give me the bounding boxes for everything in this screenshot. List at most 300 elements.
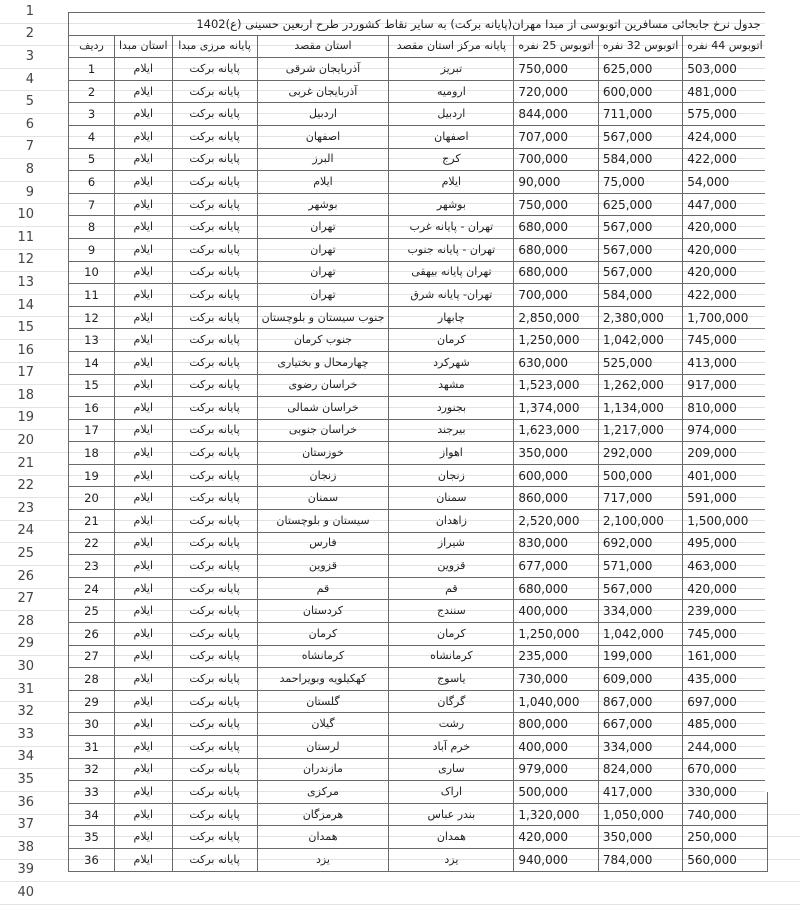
cell-border-terminal[interactable]: پایانه برکت xyxy=(172,600,257,623)
cell-index[interactable]: 9 xyxy=(69,238,115,261)
cell-bus44[interactable]: 250,000 xyxy=(683,826,767,849)
cell-origin-province[interactable]: ایلام xyxy=(115,329,173,352)
row-number[interactable]: 40 xyxy=(17,884,34,900)
cell-dest-terminal[interactable]: زاهدان xyxy=(389,510,514,533)
cell-bus44[interactable]: 495,000 xyxy=(683,532,767,555)
cell-bus44[interactable]: 435,000 xyxy=(683,668,767,691)
cell-bus25[interactable]: 750,000 xyxy=(514,58,598,81)
cell-bus44[interactable]: 209,000 xyxy=(683,442,767,465)
cell-bus44[interactable]: 422,000 xyxy=(683,284,767,307)
cell-bus44[interactable]: 244,000 xyxy=(683,736,767,759)
cell-index[interactable]: 1 xyxy=(69,58,115,81)
cell-bus25[interactable]: 400,000 xyxy=(514,736,598,759)
cell-bus25[interactable]: 707,000 xyxy=(514,125,598,148)
cell-bus44[interactable]: 697,000 xyxy=(683,690,767,713)
cell-dest-province[interactable]: تهران xyxy=(257,238,389,261)
cell-origin-province[interactable]: ایلام xyxy=(115,148,173,171)
row-number[interactable]: 20 xyxy=(17,433,34,449)
cell-origin-province[interactable]: ایلام xyxy=(115,464,173,487)
cell-dest-province[interactable]: البرز xyxy=(257,148,389,171)
cell-bus44[interactable]: 485,000 xyxy=(683,713,767,736)
cell-dest-province[interactable]: تهران xyxy=(257,216,389,239)
cell-index[interactable]: 19 xyxy=(69,464,115,487)
row-number[interactable]: 19 xyxy=(17,410,34,426)
row-number[interactable]: 25 xyxy=(17,546,34,562)
cell-bus25[interactable]: 677,000 xyxy=(514,555,598,578)
cell-index[interactable]: 27 xyxy=(69,645,115,668)
cell-dest-province[interactable]: کردستان xyxy=(257,600,389,623)
cell-bus44[interactable]: 447,000 xyxy=(683,193,767,216)
cell-bus32[interactable]: 625,000 xyxy=(598,58,682,81)
cell-index[interactable]: 15 xyxy=(69,374,115,397)
cell-dest-terminal[interactable]: گرگان xyxy=(389,690,514,713)
cell-bus25[interactable]: 750,000 xyxy=(514,193,598,216)
cell-dest-province[interactable]: بوشهر xyxy=(257,193,389,216)
cell-dest-province[interactable]: فارس xyxy=(257,532,389,555)
cell-bus32[interactable]: 567,000 xyxy=(598,216,682,239)
cell-bus32[interactable]: 711,000 xyxy=(598,103,682,126)
row-number[interactable]: 30 xyxy=(17,659,34,675)
cell-dest-terminal[interactable]: بیرجند xyxy=(389,419,514,442)
cell-index[interactable]: 18 xyxy=(69,442,115,465)
cell-index[interactable]: 35 xyxy=(69,826,115,849)
cell-origin-province[interactable]: ایلام xyxy=(115,351,173,374)
row-number[interactable]: 29 xyxy=(17,636,34,652)
cell-dest-province[interactable]: خراسان شمالی xyxy=(257,397,389,420)
cell-bus32[interactable]: 500,000 xyxy=(598,464,682,487)
cell-origin-province[interactable]: ایلام xyxy=(115,555,173,578)
cell-dest-province[interactable]: گیلان xyxy=(257,713,389,736)
cell-border-terminal[interactable]: پایانه برکت xyxy=(172,125,257,148)
row-number[interactable]: 1 xyxy=(25,3,34,19)
cell-border-terminal[interactable]: پایانه برکت xyxy=(172,645,257,668)
cell-bus25[interactable]: 680,000 xyxy=(514,238,598,261)
cell-dest-province[interactable]: زنجان xyxy=(257,464,389,487)
cell-bus32[interactable]: 334,000 xyxy=(598,736,682,759)
row-number[interactable]: 22 xyxy=(17,478,34,494)
cell-bus44[interactable]: 420,000 xyxy=(683,238,767,261)
cell-bus32[interactable]: 824,000 xyxy=(598,758,682,781)
cell-bus44[interactable]: 740,000 xyxy=(683,803,767,826)
cell-border-terminal[interactable]: پایانه برکت xyxy=(172,848,257,871)
cell-bus44[interactable]: 420,000 xyxy=(683,216,767,239)
row-number[interactable]: 32 xyxy=(17,704,34,720)
cell-origin-province[interactable]: ایلام xyxy=(115,442,173,465)
cell-bus32[interactable]: 2,380,000 xyxy=(598,306,682,329)
cell-bus32[interactable]: 717,000 xyxy=(598,487,682,510)
cell-origin-province[interactable]: ایلام xyxy=(115,532,173,555)
cell-dest-terminal[interactable]: شهرکرد xyxy=(389,351,514,374)
cell-bus44[interactable]: 810,000 xyxy=(683,397,767,420)
cell-index[interactable]: 30 xyxy=(69,713,115,736)
row-number[interactable]: 23 xyxy=(17,500,34,516)
cell-dest-terminal[interactable]: تهران- پایانه شرق xyxy=(389,284,514,307)
cell-index[interactable]: 7 xyxy=(69,193,115,216)
cell-bus32[interactable]: 75,000 xyxy=(598,171,682,194)
cell-border-terminal[interactable]: پایانه برکت xyxy=(172,238,257,261)
cell-dest-terminal[interactable]: ساری xyxy=(389,758,514,781)
cell-bus32[interactable]: 567,000 xyxy=(598,125,682,148)
cell-dest-terminal[interactable]: چابهار xyxy=(389,306,514,329)
cell-origin-province[interactable]: ایلام xyxy=(115,284,173,307)
cell-bus32[interactable]: 609,000 xyxy=(598,668,682,691)
cell-dest-terminal[interactable]: قزوین xyxy=(389,555,514,578)
cell-border-terminal[interactable]: پایانه برکت xyxy=(172,261,257,284)
cell-dest-terminal[interactable]: کرمان xyxy=(389,623,514,646)
cell-dest-terminal[interactable]: ارومیه xyxy=(389,80,514,103)
row-number[interactable]: 3 xyxy=(25,48,34,64)
cell-index[interactable]: 21 xyxy=(69,510,115,533)
cell-dest-province[interactable]: سمنان xyxy=(257,487,389,510)
cell-dest-terminal[interactable]: یزد xyxy=(389,848,514,871)
cell-origin-province[interactable]: ایلام xyxy=(115,690,173,713)
cell-border-terminal[interactable]: پایانه برکت xyxy=(172,374,257,397)
cell-border-terminal[interactable]: پایانه برکت xyxy=(172,103,257,126)
cell-dest-province[interactable]: سیستان و بلوچستان xyxy=(257,510,389,533)
cell-border-terminal[interactable]: پایانه برکت xyxy=(172,80,257,103)
row-number[interactable]: 35 xyxy=(17,771,34,787)
cell-origin-province[interactable]: ایلام xyxy=(115,758,173,781)
cell-bus25[interactable]: 800,000 xyxy=(514,713,598,736)
row-number[interactable]: 39 xyxy=(17,862,34,878)
cell-bus25[interactable]: 1,374,000 xyxy=(514,397,598,420)
cell-bus32[interactable]: 1,262,000 xyxy=(598,374,682,397)
row-number[interactable]: 21 xyxy=(17,455,34,471)
cell-border-terminal[interactable]: پایانه برکت xyxy=(172,216,257,239)
cell-bus44[interactable]: 420,000 xyxy=(683,577,767,600)
cell-bus44[interactable]: 745,000 xyxy=(683,329,767,352)
cell-index[interactable]: 2 xyxy=(69,80,115,103)
cell-bus44[interactable]: 481,000 xyxy=(683,80,767,103)
cell-origin-province[interactable]: ایلام xyxy=(115,193,173,216)
cell-index[interactable]: 13 xyxy=(69,329,115,352)
cell-dest-province[interactable]: تهران xyxy=(257,284,389,307)
cell-index[interactable]: 29 xyxy=(69,690,115,713)
cell-bus32[interactable]: 867,000 xyxy=(598,690,682,713)
cell-index[interactable]: 20 xyxy=(69,487,115,510)
cell-bus32[interactable]: 567,000 xyxy=(598,577,682,600)
cell-bus44[interactable]: 239,000 xyxy=(683,600,767,623)
cell-bus32[interactable]: 1,042,000 xyxy=(598,329,682,352)
cell-index[interactable]: 4 xyxy=(69,125,115,148)
cell-index[interactable]: 5 xyxy=(69,148,115,171)
cell-dest-province[interactable]: آذربایجان غربی xyxy=(257,80,389,103)
cell-bus44[interactable]: 330,000 xyxy=(683,781,767,804)
cell-border-terminal[interactable]: پایانه برکت xyxy=(172,487,257,510)
cell-origin-province[interactable]: ایلام xyxy=(115,419,173,442)
cell-bus32[interactable]: 334,000 xyxy=(598,600,682,623)
row-number[interactable]: 4 xyxy=(25,71,34,87)
row-number[interactable]: 2 xyxy=(25,26,34,42)
cell-index[interactable]: 36 xyxy=(69,848,115,871)
cell-bus32[interactable]: 417,000 xyxy=(598,781,682,804)
row-number[interactable]: 33 xyxy=(17,726,34,742)
cell-bus44[interactable]: 54,000 xyxy=(683,171,767,194)
row-number[interactable]: 15 xyxy=(17,320,34,336)
header-bus32[interactable]: اتوبوس 32 نفره xyxy=(598,35,682,58)
cell-bus44[interactable]: 745,000 xyxy=(683,623,767,646)
cell-bus25[interactable]: 400,000 xyxy=(514,600,598,623)
row-number[interactable]: 18 xyxy=(17,387,34,403)
cell-bus32[interactable]: 2,100,000 xyxy=(598,510,682,533)
cell-bus44[interactable]: 575,000 xyxy=(683,103,767,126)
cell-bus25[interactable]: 500,000 xyxy=(514,781,598,804)
cell-dest-terminal[interactable]: اراک xyxy=(389,781,514,804)
cell-dest-terminal[interactable]: کرمانشاه xyxy=(389,645,514,668)
cell-bus32[interactable]: 600,000 xyxy=(598,80,682,103)
cell-border-terminal[interactable]: پایانه برکت xyxy=(172,758,257,781)
cell-dest-province[interactable]: کهکیلویه وبویراحمد xyxy=(257,668,389,691)
cell-bus25[interactable]: 1,523,000 xyxy=(514,374,598,397)
cell-dest-terminal[interactable]: قم xyxy=(389,577,514,600)
cell-border-terminal[interactable]: پایانه برکت xyxy=(172,442,257,465)
cell-dest-terminal[interactable]: بجنورد xyxy=(389,397,514,420)
cell-origin-province[interactable]: ایلام xyxy=(115,826,173,849)
cell-bus32[interactable]: 292,000 xyxy=(598,442,682,465)
cell-bus32[interactable]: 584,000 xyxy=(598,148,682,171)
cell-border-terminal[interactable]: پایانه برکت xyxy=(172,803,257,826)
cell-origin-province[interactable]: ایلام xyxy=(115,306,173,329)
cell-origin-province[interactable]: ایلام xyxy=(115,803,173,826)
cell-bus32[interactable]: 571,000 xyxy=(598,555,682,578)
cell-origin-province[interactable]: ایلام xyxy=(115,600,173,623)
cell-dest-terminal[interactable]: تهران - پایانه غرب xyxy=(389,216,514,239)
cell-bus44[interactable]: 161,000 xyxy=(683,645,767,668)
row-number[interactable]: 8 xyxy=(25,161,34,177)
cell-index[interactable]: 12 xyxy=(69,306,115,329)
cell-bus25[interactable]: 235,000 xyxy=(514,645,598,668)
cell-dest-terminal[interactable]: اردبیل xyxy=(389,103,514,126)
cell-origin-province[interactable]: ایلام xyxy=(115,623,173,646)
cell-bus25[interactable]: 830,000 xyxy=(514,532,598,555)
cell-bus32[interactable]: 1,134,000 xyxy=(598,397,682,420)
cell-origin-province[interactable]: ایلام xyxy=(115,781,173,804)
header-index[interactable]: ردیف xyxy=(69,35,115,58)
cell-bus44[interactable]: 422,000 xyxy=(683,148,767,171)
cell-dest-province[interactable]: لرستان xyxy=(257,736,389,759)
cell-index[interactable]: 24 xyxy=(69,577,115,600)
cell-bus32[interactable]: 567,000 xyxy=(598,261,682,284)
cell-origin-province[interactable]: ایلام xyxy=(115,171,173,194)
cell-dest-province[interactable]: چهارمحال و بختیاری xyxy=(257,351,389,374)
cell-bus25[interactable]: 680,000 xyxy=(514,577,598,600)
cell-bus32[interactable]: 525,000 xyxy=(598,351,682,374)
cell-origin-province[interactable]: ایلام xyxy=(115,216,173,239)
cell-index[interactable]: 34 xyxy=(69,803,115,826)
cell-dest-terminal[interactable]: سمنان xyxy=(389,487,514,510)
cell-bus25[interactable]: 700,000 xyxy=(514,148,598,171)
cell-dest-province[interactable]: کرمان xyxy=(257,623,389,646)
cell-index[interactable]: 16 xyxy=(69,397,115,420)
cell-bus44[interactable]: 1,700,000 xyxy=(683,306,767,329)
cell-bus25[interactable]: 720,000 xyxy=(514,80,598,103)
cell-origin-province[interactable]: ایلام xyxy=(115,238,173,261)
cell-border-terminal[interactable]: پایانه برکت xyxy=(172,351,257,374)
cell-border-terminal[interactable]: پایانه برکت xyxy=(172,329,257,352)
cell-dest-terminal[interactable]: رشت xyxy=(389,713,514,736)
cell-border-terminal[interactable]: پایانه برکت xyxy=(172,148,257,171)
empty-sheet-area[interactable] xyxy=(765,0,800,792)
cell-bus25[interactable]: 2,850,000 xyxy=(514,306,598,329)
cell-index[interactable]: 14 xyxy=(69,351,115,374)
cell-border-terminal[interactable]: پایانه برکت xyxy=(172,690,257,713)
cell-dest-province[interactable]: ایلام xyxy=(257,171,389,194)
row-number[interactable]: 38 xyxy=(17,839,34,855)
row-number[interactable]: 13 xyxy=(17,274,34,290)
row-number[interactable]: 24 xyxy=(17,523,34,539)
cell-dest-terminal[interactable]: تهران - پایانه جنوب xyxy=(389,238,514,261)
cell-bus25[interactable]: 940,000 xyxy=(514,848,598,871)
cell-bus44[interactable]: 401,000 xyxy=(683,464,767,487)
cell-bus25[interactable]: 350,000 xyxy=(514,442,598,465)
header-dest-province[interactable]: استان مقصد xyxy=(257,35,389,58)
cell-bus32[interactable]: 199,000 xyxy=(598,645,682,668)
header-bus25[interactable]: اتوبوس 25 نفره xyxy=(514,35,598,58)
cell-dest-province[interactable]: خراسان رضوی xyxy=(257,374,389,397)
cell-index[interactable]: 31 xyxy=(69,736,115,759)
row-number[interactable]: 37 xyxy=(17,817,34,833)
row-number[interactable]: 10 xyxy=(17,207,34,223)
cell-index[interactable]: 17 xyxy=(69,419,115,442)
cell-bus32[interactable]: 1,042,000 xyxy=(598,623,682,646)
cell-bus25[interactable]: 90,000 xyxy=(514,171,598,194)
cell-border-terminal[interactable]: پایانه برکت xyxy=(172,555,257,578)
row-number[interactable]: 16 xyxy=(17,342,34,358)
cell-origin-province[interactable]: ایلام xyxy=(115,80,173,103)
cell-index[interactable]: 26 xyxy=(69,623,115,646)
cell-index[interactable]: 3 xyxy=(69,103,115,126)
cell-index[interactable]: 33 xyxy=(69,781,115,804)
cell-bus32[interactable]: 1,050,000 xyxy=(598,803,682,826)
cell-origin-province[interactable]: ایلام xyxy=(115,713,173,736)
cell-dest-terminal[interactable]: تبریز xyxy=(389,58,514,81)
cell-index[interactable]: 8 xyxy=(69,216,115,239)
cell-border-terminal[interactable]: پایانه برکت xyxy=(172,464,257,487)
header-dest-terminal[interactable]: پایانه مرکز استان مقصد xyxy=(389,35,514,58)
cell-dest-terminal[interactable]: بوشهر xyxy=(389,193,514,216)
cell-bus44[interactable]: 974,000 xyxy=(683,419,767,442)
cell-origin-province[interactable]: ایلام xyxy=(115,645,173,668)
cell-bus32[interactable]: 350,000 xyxy=(598,826,682,849)
cell-dest-terminal[interactable]: مشهد xyxy=(389,374,514,397)
cell-dest-province[interactable]: آذربایجان شرقی xyxy=(257,58,389,81)
cell-index[interactable]: 11 xyxy=(69,284,115,307)
cell-origin-province[interactable]: ایلام xyxy=(115,577,173,600)
cell-bus25[interactable]: 680,000 xyxy=(514,261,598,284)
row-number[interactable]: 12 xyxy=(17,252,34,268)
cell-dest-province[interactable]: قم xyxy=(257,577,389,600)
cell-origin-province[interactable]: ایلام xyxy=(115,58,173,81)
cell-bus44[interactable]: 413,000 xyxy=(683,351,767,374)
cell-index[interactable]: 32 xyxy=(69,758,115,781)
cell-bus44[interactable]: 917,000 xyxy=(683,374,767,397)
cell-dest-terminal[interactable]: کرج xyxy=(389,148,514,171)
cell-bus32[interactable]: 567,000 xyxy=(598,238,682,261)
cell-origin-province[interactable]: ایلام xyxy=(115,848,173,871)
cell-border-terminal[interactable]: پایانه برکت xyxy=(172,668,257,691)
cell-bus25[interactable]: 2,520,000 xyxy=(514,510,598,533)
cell-dest-terminal[interactable]: کرمان xyxy=(389,329,514,352)
cell-border-terminal[interactable]: پایانه برکت xyxy=(172,397,257,420)
cell-bus44[interactable]: 1,500,000 xyxy=(683,510,767,533)
cell-border-terminal[interactable]: پایانه برکت xyxy=(172,826,257,849)
cell-border-terminal[interactable]: پایانه برکت xyxy=(172,193,257,216)
cell-bus44[interactable]: 503,000 xyxy=(683,58,767,81)
cell-dest-terminal[interactable]: خرم آباد xyxy=(389,736,514,759)
cell-dest-province[interactable]: اصفهان xyxy=(257,125,389,148)
cell-border-terminal[interactable]: پایانه برکت xyxy=(172,284,257,307)
cell-border-terminal[interactable]: پایانه برکت xyxy=(172,171,257,194)
row-number[interactable]: 11 xyxy=(17,229,34,245)
cell-border-terminal[interactable]: پایانه برکت xyxy=(172,736,257,759)
cell-dest-terminal[interactable]: یاسوج xyxy=(389,668,514,691)
cell-dest-province[interactable]: جنوب کرمان xyxy=(257,329,389,352)
cell-bus25[interactable]: 844,000 xyxy=(514,103,598,126)
row-number[interactable]: 31 xyxy=(17,681,34,697)
header-bus44[interactable]: اتوبوس 44 نفره xyxy=(683,35,767,58)
cell-dest-terminal[interactable]: سنندج xyxy=(389,600,514,623)
cell-bus25[interactable]: 860,000 xyxy=(514,487,598,510)
row-number[interactable]: 5 xyxy=(25,94,34,110)
cell-bus25[interactable]: 680,000 xyxy=(514,216,598,239)
row-number[interactable]: 6 xyxy=(25,116,34,132)
cell-bus32[interactable]: 692,000 xyxy=(598,532,682,555)
cell-border-terminal[interactable]: پایانه برکت xyxy=(172,532,257,555)
row-number[interactable]: 14 xyxy=(17,297,34,313)
cell-dest-terminal[interactable]: زنجان xyxy=(389,464,514,487)
cell-dest-province[interactable]: جنوب سیستان و بلوچستان xyxy=(257,306,389,329)
cell-bus25[interactable]: 1,320,000 xyxy=(514,803,598,826)
cell-index[interactable]: 25 xyxy=(69,600,115,623)
cell-border-terminal[interactable]: پایانه برکت xyxy=(172,577,257,600)
cell-dest-province[interactable]: کرمانشاه xyxy=(257,645,389,668)
cell-origin-province[interactable]: ایلام xyxy=(115,510,173,533)
cell-bus25[interactable]: 730,000 xyxy=(514,668,598,691)
cell-origin-province[interactable]: ایلام xyxy=(115,668,173,691)
cell-bus32[interactable]: 784,000 xyxy=(598,848,682,871)
cell-border-terminal[interactable]: پایانه برکت xyxy=(172,781,257,804)
cell-dest-terminal[interactable]: همدان xyxy=(389,826,514,849)
cell-bus44[interactable]: 560,000 xyxy=(683,848,767,871)
cell-bus25[interactable]: 1,250,000 xyxy=(514,623,598,646)
cell-dest-terminal[interactable]: ایلام xyxy=(389,171,514,194)
cell-bus25[interactable]: 420,000 xyxy=(514,826,598,849)
cell-dest-terminal[interactable]: تهران پایانه بیهقی xyxy=(389,261,514,284)
cell-bus25[interactable]: 979,000 xyxy=(514,758,598,781)
cell-origin-province[interactable]: ایلام xyxy=(115,374,173,397)
row-number[interactable]: 27 xyxy=(17,591,34,607)
cell-border-terminal[interactable]: پایانه برکت xyxy=(172,58,257,81)
cell-border-terminal[interactable]: پایانه برکت xyxy=(172,713,257,736)
cell-dest-province[interactable]: مازندران xyxy=(257,758,389,781)
cell-dest-province[interactable]: خراسان جنوبی xyxy=(257,419,389,442)
row-number[interactable]: 9 xyxy=(25,184,34,200)
cell-bus44[interactable]: 420,000 xyxy=(683,261,767,284)
row-number[interactable]: 36 xyxy=(17,794,34,810)
cell-origin-province[interactable]: ایلام xyxy=(115,261,173,284)
cell-origin-province[interactable]: ایلام xyxy=(115,125,173,148)
cell-border-terminal[interactable]: پایانه برکت xyxy=(172,510,257,533)
cell-dest-province[interactable]: اردبیل xyxy=(257,103,389,126)
cell-index[interactable]: 10 xyxy=(69,261,115,284)
row-number[interactable]: 34 xyxy=(17,749,34,765)
cell-dest-province[interactable]: گلستان xyxy=(257,690,389,713)
cell-origin-province[interactable]: ایلام xyxy=(115,736,173,759)
cell-bus44[interactable]: 591,000 xyxy=(683,487,767,510)
cell-bus25[interactable]: 700,000 xyxy=(514,284,598,307)
cell-bus32[interactable]: 1,217,000 xyxy=(598,419,682,442)
cell-origin-province[interactable]: ایلام xyxy=(115,487,173,510)
